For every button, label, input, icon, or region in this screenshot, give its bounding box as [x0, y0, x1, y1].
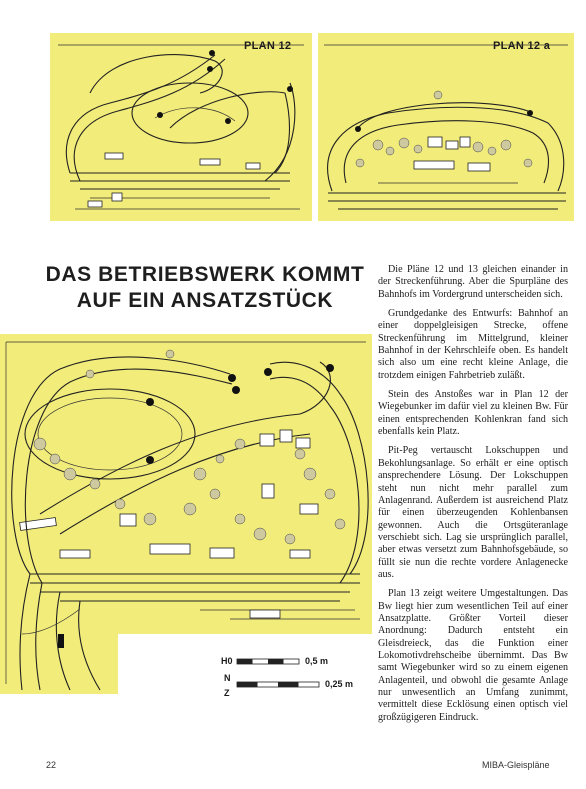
plan-12-label: PLAN 12 [244, 40, 292, 52]
paragraph-2: Grundgedanke des Entwurfs: Bahnhof an einer doppelgleisigen Strecke, offene Streckenführung im Mittelgrund, kleiner Bahnhof in der Kehrschleife oben. Es handelt sich also um eine recht kleine Anlage, die trotzdem einigen Fahrbetrieb zuläßt. [378, 308, 568, 381]
scale-h0-value: 0,5 m [305, 656, 329, 666]
article-body [378, 264, 568, 731]
page-number: 22 [46, 760, 57, 770]
scale-z-label: Z [224, 688, 230, 698]
scale-nz-value: 0,25 m [325, 679, 354, 689]
publication-name: MIBA-Gleispläne [482, 760, 550, 770]
plan-12a-track-diagram [318, 33, 574, 221]
headline-line-2: AUF EIN ANSATZSTÜCK [76, 289, 334, 312]
plan-12-track-diagram [50, 33, 312, 221]
scale-bar-nz [237, 680, 321, 690]
scale-n-label: N [224, 673, 231, 683]
plan-12a-label: PLAN 12 a [493, 40, 551, 52]
paragraph-3: Stein des Anstoßes war in Plan 12 der Wiegebunker im dafür viel zu kleinen Bw. Für einen entsprechenden Kohlenkran fand sich ebenfalls kein Platz. [378, 389, 568, 438]
scale-h0-label: H0 [221, 656, 233, 666]
paragraph-4: Pit-Peg vertauscht Lokschuppen und Bekohlungsanlage. So erhält er eine optisch ansprechendere Lösung. Der Lokschuppen steht nun nicht mehr parallel zum Anlagenrand. Außerdem ist ausreichend Platz für einen überzeugenden Kohlenbansen gewonnen. Auch die Ortsgüteranlage verschiebt sich. Lag sie ursprünglich parallel, aber etwas versetzt zum Bahnhofsgebäude, so füllt sie nun die rechte vordere Anlagenecke aus. [378, 445, 568, 580]
paragraph-1: Die Pläne 12 und 13 gleichen einander in der Streckenführung. Aber die Spurpläne des Bahnhofs im Vordergrund unterscheiden sich. [378, 264, 568, 300]
headline [40, 262, 370, 314]
headline-line-1: DAS BETRIEBSWERK KOMMT [45, 263, 365, 286]
plan-13-panel [0, 334, 372, 694]
plan-12a-trees [356, 91, 532, 167]
paragraph-5: Plan 13 zeigt weitere Umgestaltungen. Das Bw liegt hier zum wesentlichen Teil auf einer Ansatzplatte. Größter Vorteil dieser Anordnung: Dadurch entsteht ein Gleisdreieck, das die Funktion einer Lokomotivdrehscheibe übernimmt. Das Bw samt Wiegebunker wird so zu einem eigenen Anlagenteil, und obwohl die gesamte Anlage nur unwesentlich an Umfang zunimmt, vermittelt diese Ecklösung einen optisch viel großzügigeren Eindruck. [378, 588, 568, 723]
scale-bar-h0 [237, 657, 301, 667]
